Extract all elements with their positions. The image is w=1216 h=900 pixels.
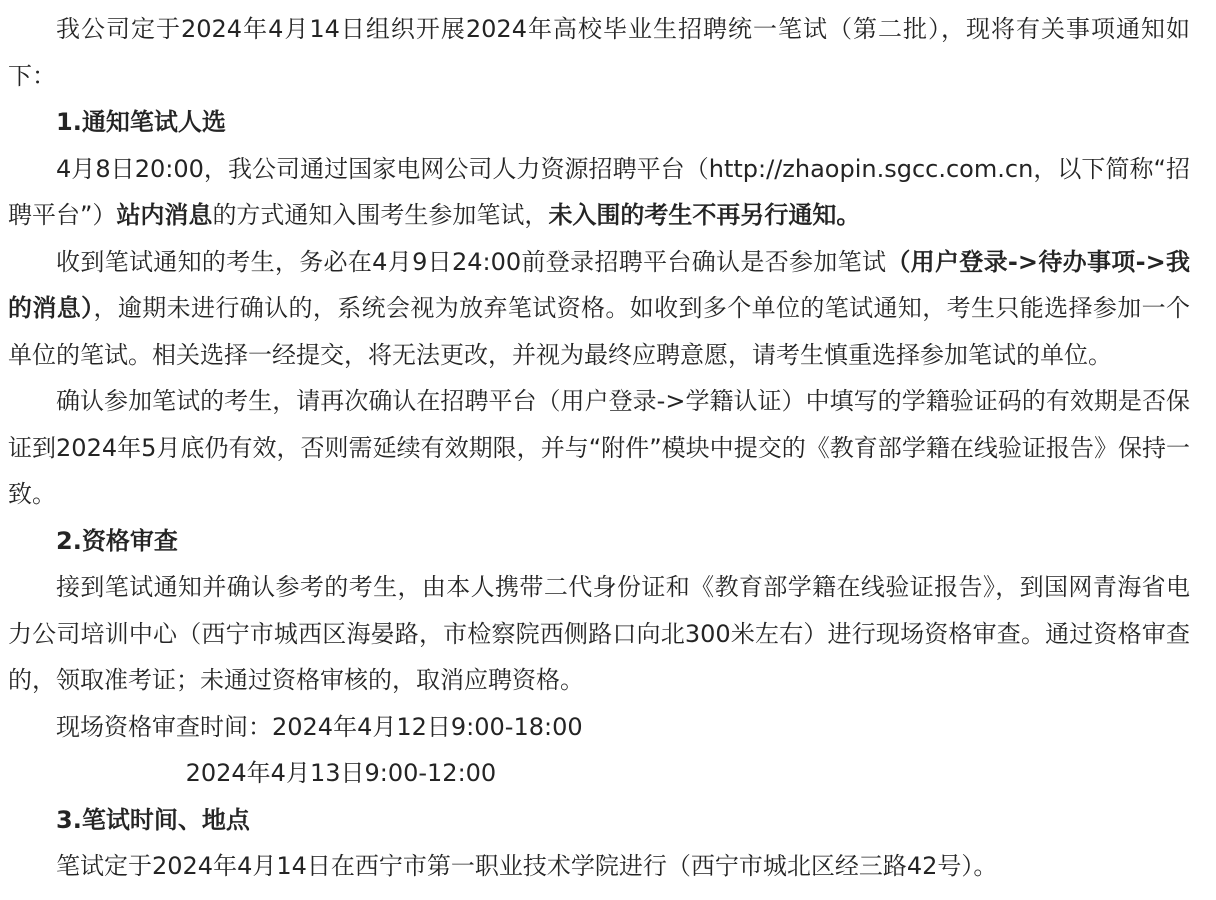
review-time-line-1 [8,704,1190,751]
notify-candidates-paragraph-run-3: 未入围的考生不再另行通知。 [548,201,861,229]
exam-time-location-paragraph-run-0: 笔试定于2024年4月14日在西宁市第一职业技术学院进行（西宁市城北区经三路42号）。 [56,852,998,880]
student-status-verification-paragraph-run-0: 确认参加笔试的考生，请再次确认在招聘平台（用户登录->学籍认证）中填写的学籍验证码的有效期是否保证到2024年5月底仍有效，否则需延续有效期限，并与“附件”模块中提交的《教育部学籍在线验证报告》保持一致。 [8,387,1190,508]
qualification-review-paragraph-run-0: 接到笔试通知并确认参考的考生，由本人携带二代身份证和《教育部学籍在线验证报告》，到国网青海省电力公司培训中心（西宁市城西区海晏路，市检察院西侧路口向北300米左右）进行现场资格审查。通过资格审查的，领取准考证；未通过资格审核的，取消应聘资格。 [8,573,1190,694]
notify-candidates-paragraph-run-1: 站内消息 [116,201,213,229]
notify-candidates-paragraph [8,146,1190,239]
student-status-verification-paragraph [8,378,1190,518]
section-1-heading-run-0: 1.通知笔试人选 [56,108,226,136]
notify-candidates-paragraph-run-0: 4月8日20:00，我公司通过国家电网公司人力资源招聘平台（http://zhaopin.sgcc.com.cn，以下简称“招聘平台”） [8,154,1190,229]
section-3-heading-run-0: 3.笔试时间、地点 [56,805,250,834]
section-2-heading-run-0: 2.资格审查 [56,526,178,555]
notify-candidates-paragraph-run-2: 的方式通知入围考生参加笔试， [212,201,549,229]
review-time-line-2 [8,750,1190,797]
qualification-review-paragraph [8,564,1190,704]
confirm-participation-paragraph-run-2: ，逾期未进行确认的，系统会视为放弃笔试资格。如收到多个单位的笔试通知，考生只能选择参加一个单位的笔试。相关选择一经提交，将无法更改，并视为最终应聘意愿，请考生慎重选择参加笔试的单位。 [8,294,1190,369]
exam-time-location-paragraph [8,843,1190,890]
confirm-participation-paragraph [8,239,1190,379]
section-3-heading [8,797,1190,844]
review-time-line-1-run-0: 现场资格审查时间：2024年4月12日9:00-18:00 [56,712,583,741]
confirm-participation-paragraph-run-0: 收到笔试通知的考生，务必在4月9日24:00前登录招聘平台确认是否参加笔试 [56,247,887,276]
section-1-heading [8,99,1190,146]
confirm-participation-paragraph-run-1: （用户登录->待办事项->我的消息） [8,247,1191,322]
intro-paragraph-run-0: 我公司定于2024年4月14日组织开展2024年高校毕业生招聘统一笔试（第二批），现将有关事项通知如下： [8,15,1190,90]
intro-paragraph [8,6,1190,99]
review-time-line-2-run-0: 2024年4月13日9:00-12:00 [185,759,497,787]
section-2-heading [8,518,1190,565]
